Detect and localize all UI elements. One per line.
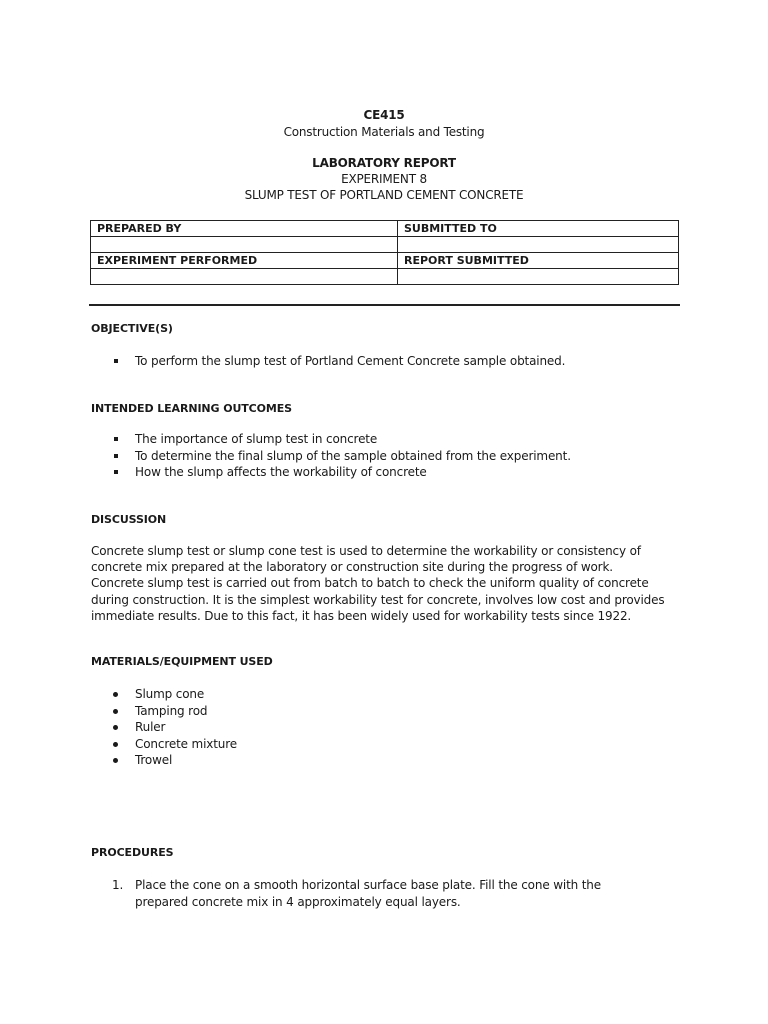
list-item: The importance of slump test in concrete (91, 431, 571, 448)
report-info-table (90, 220, 679, 285)
paragraph-line: during construction. It is the simplest workability test for concrete, involves low cost and provides (91, 592, 665, 607)
table-row (91, 237, 679, 253)
course-title: Construction Materials and Testing (283, 125, 485, 139)
paragraph-line: Concrete slump test is carried out from batch to batch to check the uniform quality of concrete (91, 576, 649, 591)
procedures-list (91, 877, 635, 911)
paragraph-line: concrete mix prepared at the laboratory or construction site during the progress of work. (91, 560, 613, 575)
list-item: Ruler (91, 719, 237, 736)
list-item: Tamping rod (91, 703, 237, 720)
report-submitted-value (398, 269, 679, 285)
list-item: To determine the final slump of the sample obtained from the experiment. (91, 448, 571, 465)
step-number: 1. (112, 878, 124, 892)
submitted-to-label: SUBMITTED TO (398, 221, 679, 237)
step-text: Place the cone on a smooth horizontal surface base plate. Fill the cone with the prepared concrete mix in 4 approximately equal layers. (135, 878, 601, 909)
report-type: LABORATORY REPORT (312, 156, 456, 170)
paragraph-line: Concrete slump test or slump cone test is used to determine the workability or consistency of (91, 544, 641, 558)
list-item: To perform the slump test of Portland Cement Concrete sample obtained. (91, 353, 565, 370)
list-item: How the slump affects the workability of concrete (91, 464, 571, 481)
table-row (91, 221, 679, 237)
report-submitted-label: REPORT SUBMITTED (398, 253, 679, 269)
experiment-number: EXPERIMENT 8 (341, 172, 427, 186)
experiment-performed-label: EXPERIMENT PERFORMED (91, 253, 398, 269)
materials-list (91, 686, 237, 769)
prepared-by-value (91, 237, 398, 253)
discussion-paragraph (91, 543, 691, 624)
list-item: Concrete mixture (91, 736, 237, 753)
prepared-by-label: PREPARED BY (91, 221, 398, 237)
procedure-step (91, 877, 635, 911)
experiment-performed-value (91, 269, 398, 285)
list-item: Trowel (91, 752, 237, 769)
submitted-to-value (398, 237, 679, 253)
section-divider (89, 304, 680, 306)
table-row (91, 269, 679, 285)
list-item: Slump cone (91, 686, 237, 703)
learning-outcomes-list (91, 431, 571, 481)
table-row (91, 253, 679, 269)
materials-heading: MATERIALS/EQUIPMENT USED (91, 655, 273, 668)
learning-outcomes-heading: INTENDED LEARNING OUTCOMES (91, 402, 292, 415)
discussion-heading: DISCUSSION (91, 513, 167, 526)
objectives-list (91, 353, 565, 370)
paragraph-line: immediate results. Due to this fact, it has been widely used for workability tests since 1922. (91, 608, 632, 623)
course-code: CE415 (363, 108, 405, 122)
procedures-heading: PROCEDURES (91, 846, 174, 859)
objectives-heading: OBJECTIVE(S) (91, 322, 173, 335)
experiment-title: SLUMP TEST OF PORTLAND CEMENT CONCRETE (244, 188, 524, 202)
